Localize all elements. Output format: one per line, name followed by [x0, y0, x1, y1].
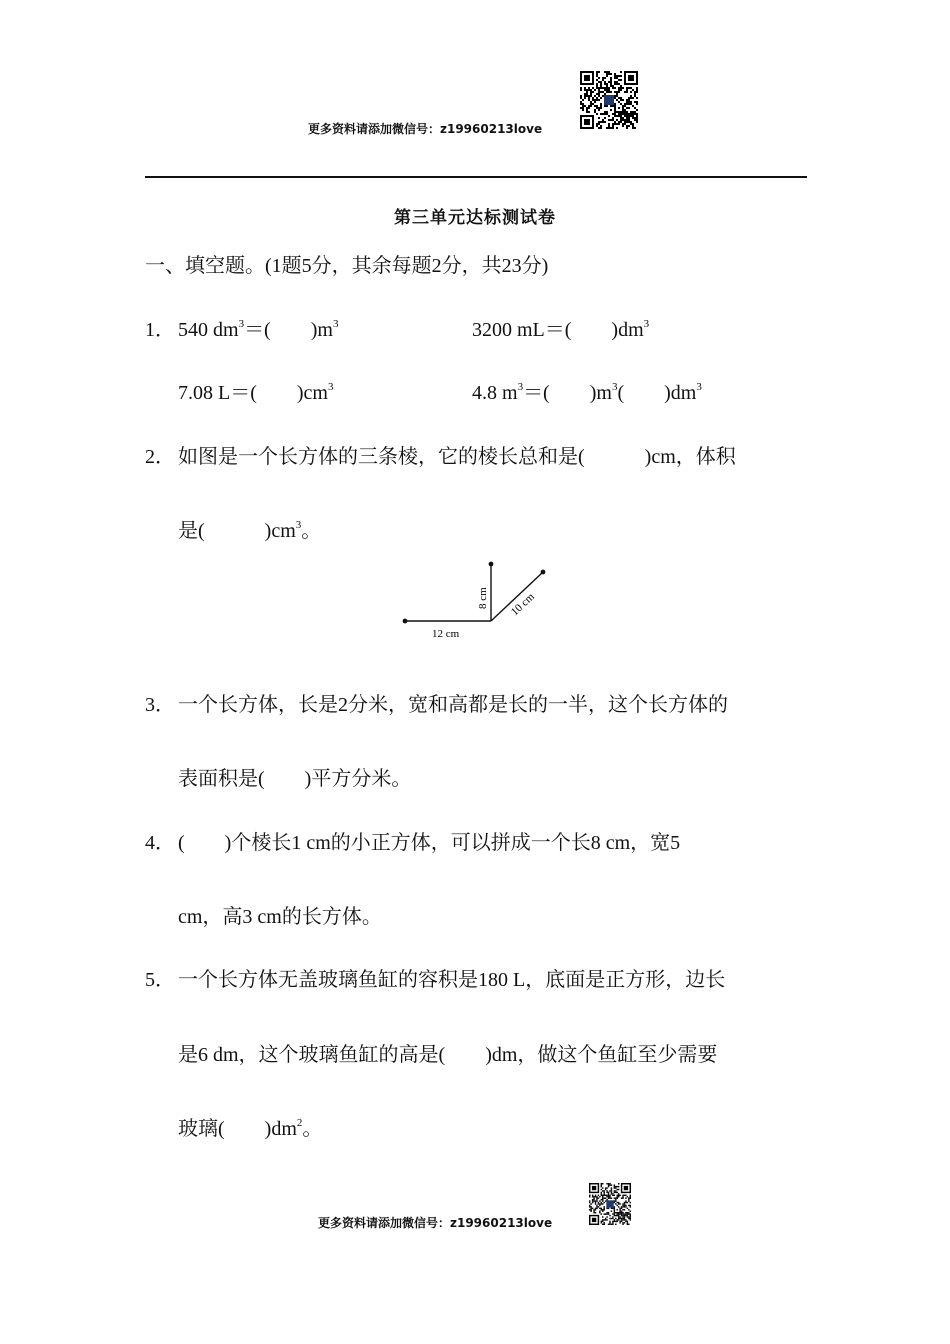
question-number: 1． — [145, 319, 175, 341]
q5-text-line1: 一个长方体无盖玻璃鱼缸的容积是180 L，底面是正方形，边长 — [178, 969, 726, 991]
q5-text-line3: 玻璃( )$dm^2$。 — [178, 1117, 323, 1140]
q1-conversion-b: 3200 mL＝( )$dm^3$ — [472, 318, 650, 341]
header-wechat-text: 更多资料请添加微信号：z19960213love — [308, 122, 543, 136]
vertex-dot — [541, 570, 546, 575]
vertex-dot — [489, 562, 494, 567]
question-number: 3． — [145, 694, 175, 716]
q5-text-line2: 是6 dm，这个玻璃鱼缸的高是( )dm，做这个鱼缸至少需要 — [178, 1044, 718, 1066]
length-label: 12 cm — [432, 628, 460, 640]
q4-text-line1: ( )个棱长1 cm的小正方体，可以拼成一个长8 cm，宽5 — [178, 832, 681, 854]
qr-code-icon — [589, 1183, 631, 1225]
q1-conversion-d: 4.8 $m^3=$( )$m^3$( )$dm^3$ — [472, 381, 702, 404]
q3-text-line1: 一个长方体，长是2分米，宽和高都是长的一半，这个长方体的 — [178, 694, 728, 716]
question-number: 2． — [145, 446, 175, 468]
q1-conversion-a: 540 $dm^3=$( )$m^3$ — [178, 318, 339, 341]
q2-text-line2: 是( )$cm^3$。 — [178, 519, 322, 542]
qr-code-icon — [580, 71, 638, 129]
question-number: 5． — [145, 969, 175, 991]
vertex-dot — [403, 619, 408, 624]
q1-conversion-c: 7.08 L＝( )$cm^3$ — [178, 381, 334, 404]
question-number: 4． — [145, 832, 175, 854]
section-heading: 一、填空题。(1题5分，其余每题2分，共23分) — [145, 255, 549, 277]
q2-text-line1: 如图是一个长方体的三条棱，它的棱长总和是( )cm，体积 — [178, 446, 736, 468]
cuboid-edges-figure — [395, 555, 555, 645]
q4-text-line2: cm，高3 cm的长方体。 — [178, 906, 382, 928]
q3-text-line2: 表面积是( )平方分米。 — [178, 768, 412, 790]
width-label: 10 cm — [508, 590, 537, 619]
header-divider — [145, 176, 807, 178]
height-label: 8 cm — [477, 587, 489, 609]
footer-wechat-text: 更多资料请添加微信号：z19960213love — [318, 1216, 553, 1230]
page-title: 第三单元达标测试卷 — [394, 208, 556, 228]
